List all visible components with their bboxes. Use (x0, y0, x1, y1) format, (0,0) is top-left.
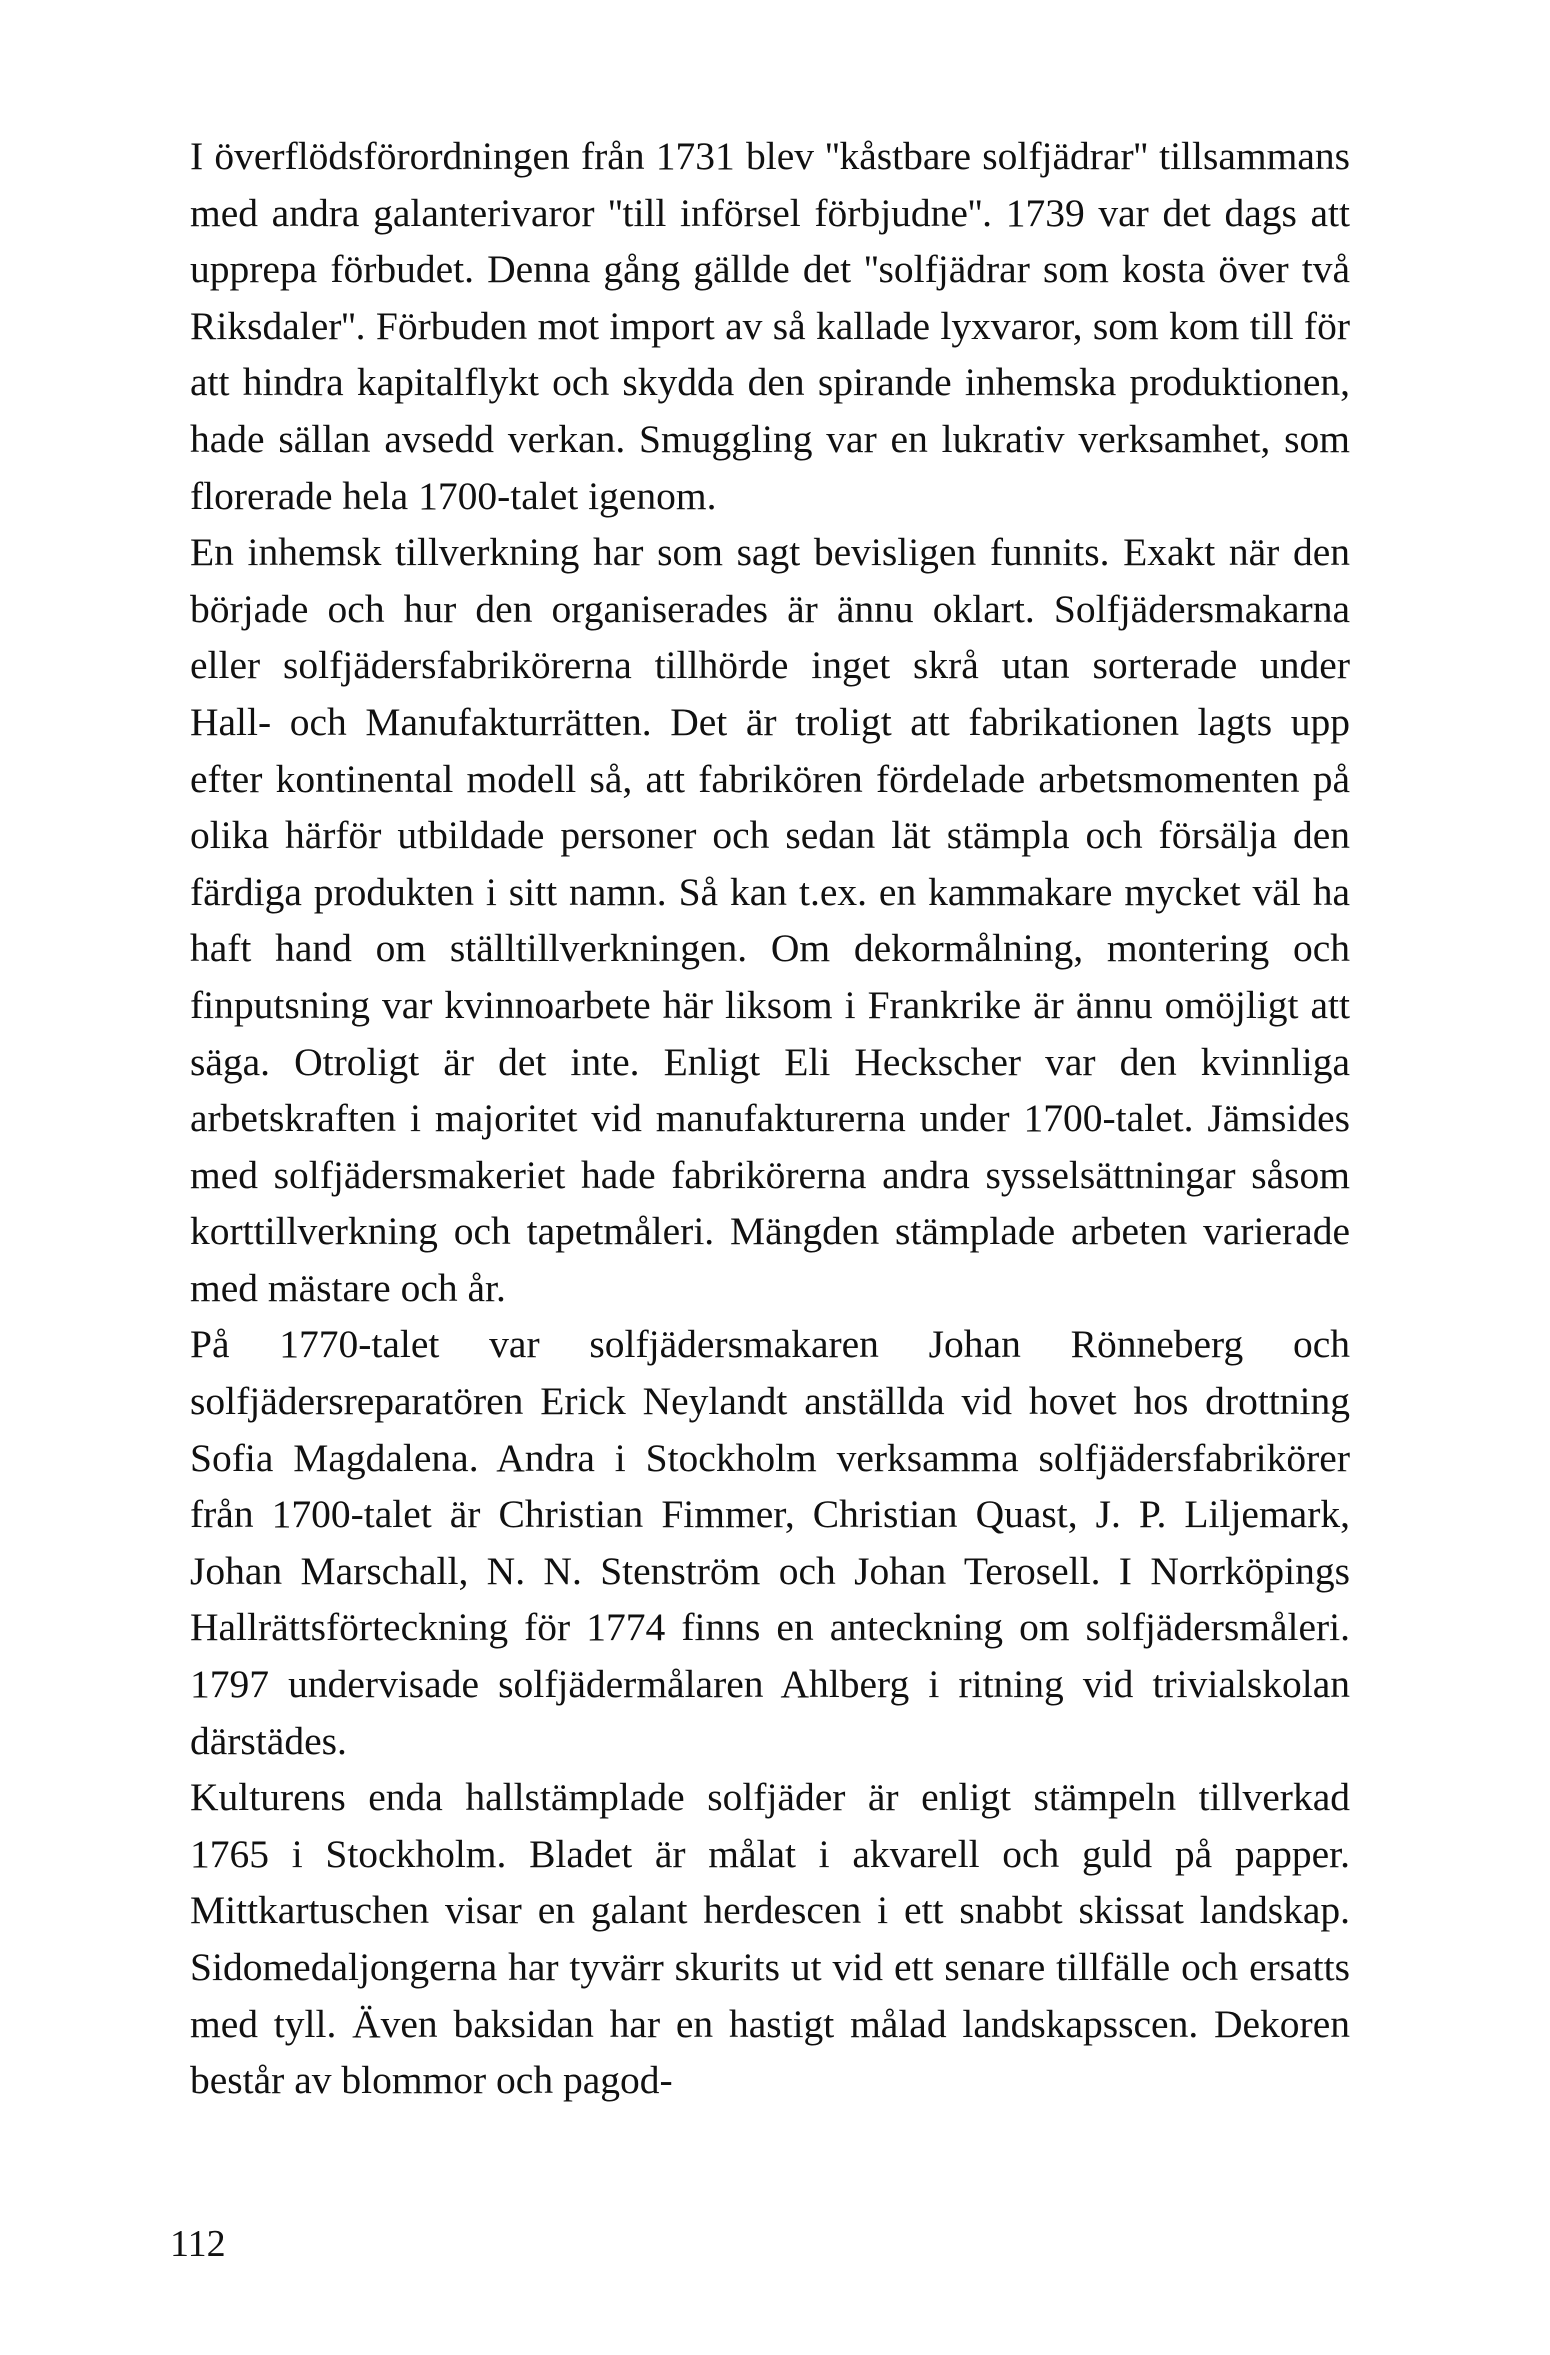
page-number: 112 (170, 2223, 226, 2265)
paragraph-3: På 1770-talet var solfjädersmakaren Johan Rönneberg och solfjädersreparatören Erick Neylandt anställda vid hovet hos drottning Sofia Magdalena. Andra i Stockholm verksamma solfjädersfabrikörer från 1700-talet är Christian Fimmer, Christian Quast, J. P. Liljemark, Johan Marschall, N. N. Stenström och Johan Terosell. I Norrköpings Hallrättsförteckning för 1774 finns en anteckning om solfjädersmåleri. 1797 undervisade solfjädermålaren Ahlberg i ritning vid trivialskolan därstädes. (190, 1322, 1350, 1763)
paragraph-2: En inhemsk tillverkning har som sagt bevisligen funnits. Exakt när den började och hur den organiserades är ännu oklart. Solfjädersmakarna eller solfjädersfabrikörerna tillhörde inget skrå utan sorterade under Hall- och Manufakturrätten. Det är troligt att fabrikationen lagts upp efter kontinental modell så, att fabrikören fördelade arbetsmomenten på olika härför utbildade personer och sedan lät stämpla och försälja den färdiga produkten i sitt namn. Så kan t.ex. en kammakare mycket väl ha haft hand om ställtillverkningen. Om dekormålning, montering och finputsning var kvinnoarbete här liksom i Frankrike är ännu omöjligt att säga. Otroligt är det inte. Enligt Eli Heckscher var den kvinnliga arbetskraften i majoritet vid manufakturerna under 1700-talet. Jämsides med solfjädersmakeriet hade fabrikörerna andra sysselsättningar såsom korttillverkning och tapetmåleri. Mängden stämplade arbeten varierade med mästare och år. (190, 530, 1350, 1310)
paragraph-1: I överflödsförordningen från 1731 blev ''kåstbare solfjädrar'' tillsammans med andra galanterivaror ''till införsel förbjudne''. 1739 var det dags att upprepa förbudet. Denna gång gällde det ''solfjädrar som kosta över två Riksdaler''. Förbuden mot import av så kallade lyxvaror, som kom till för att hindra kapitalflykt och skydda den spirande inhemska produktionen, hade sällan avsedd verkan. Smuggling var en lukrativ verksamhet, som florerade hela 1700-talet igenom. (190, 134, 1350, 518)
body-text (190, 128, 1350, 2109)
paragraph-4: Kulturens enda hallstämplade solfjäder är enligt stämpeln tillverkad 1765 i Stockholm. Bladet är målat i akvarell och guld på papper. Mittkartuschen visar en galant herdescen i ett snabbt skissat landskap. Sidomedaljongerna har tyvärr skurits ut vid ett senare tillfälle och ersatts med tyll. Även baksidan har en hastigt målad landskapsscen. Dekoren består av blommor och pagod- (190, 1775, 1350, 2103)
